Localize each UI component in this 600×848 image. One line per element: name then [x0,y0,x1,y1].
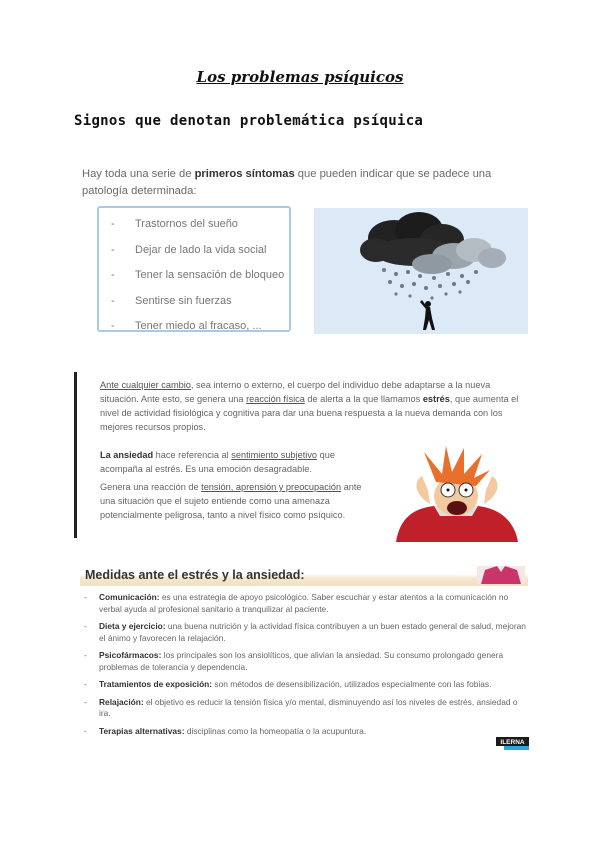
measures-list [80,592,530,743]
symptoms-list-box [97,206,291,332]
list-item: - Comunicación: es una estrategia de apoyo psicológico. Saber escuchar y estar atentos a la comunicación no verbal ayuda al profesional sanitario a tranquilizar al paciente. [84,592,509,614]
stressed-cartoon-illustration [386,446,526,542]
quote-bar [74,372,77,538]
list-item: - Psicofármacos: los principales son los ansiolíticos, que alivian la ansiedad. Su consumo prolongado genera problemas de tolerancia y dependencia. [84,650,504,672]
list-item: - Relajación: el objetivo es reducir la tensión física y/o mental, disminuyendo así los niveles de estrés, ansiedad o ira. [84,696,518,718]
list-item: - Tratamientos de exposición: son métodos de desensibilización, utilizados especialmente con las fobias. [84,679,492,689]
list-item: - Tener miedo al fracaso, ... [111,320,262,332]
measures-heading: Medidas ante el estrés y la ansiedad: [85,568,305,582]
svg-text:ILERNA: ILERNA [500,739,525,746]
page-title: Los problemas psíquicos [196,68,404,86]
measures-heading-band [80,566,528,586]
anxiety-reaction-paragraph: Genera una reacción de tensión, aprensión y preocupación ante una situación que el sujeto entiende como una amenaza potencialmente peligrosa, tanto a nivel físico como psíquico. [100,482,362,520]
list-item: - Tener la sensación de bloqueo [111,269,285,281]
pink-shirt-illustration [477,566,525,584]
list-item: - Dieta y ejercicio: una buena nutrición y la actividad física contribuyen a un buen estado general de salud, mejoran el ánimo y favorecen la relajación. [84,621,526,643]
list-item: - Dejar de lado la vida social [111,243,267,256]
section-heading: Signos que denotan problemática psíquica [74,113,424,129]
stress-paragraph: Ante cualquier cambio, sea interno o externo, el cuerpo del individuo debe adaptarse a la nueva situación. Ante esto, se genera una reacción física de alerta a la que llamamos estrés, que aumenta el nivel de actividad fisiológica y cognitiva para dar una buena respuesta a la nueva demanda con los mejores recursos propios. [100,380,519,432]
intro-paragraph: Hay toda una serie de primeros síntomas que pueden indicar que se padece una patología determinada: [82,168,492,197]
anxiety-paragraph: La ansiedad hace referencia al sentimiento subjetivo que acompaña al estrés. Es una emoción desagradable. [100,450,335,474]
list-item: - Terapias alternativas: disciplinas como la homeopatía o la acupuntura. [84,725,367,736]
list-item: - Sentirse sin fuerzas [111,294,232,307]
list-item: - Trastornos del sueño [111,218,238,230]
storm-cloud-illustration [314,208,528,334]
spiky-hair-icon [424,446,490,486]
ilerna-logo [496,737,529,750]
